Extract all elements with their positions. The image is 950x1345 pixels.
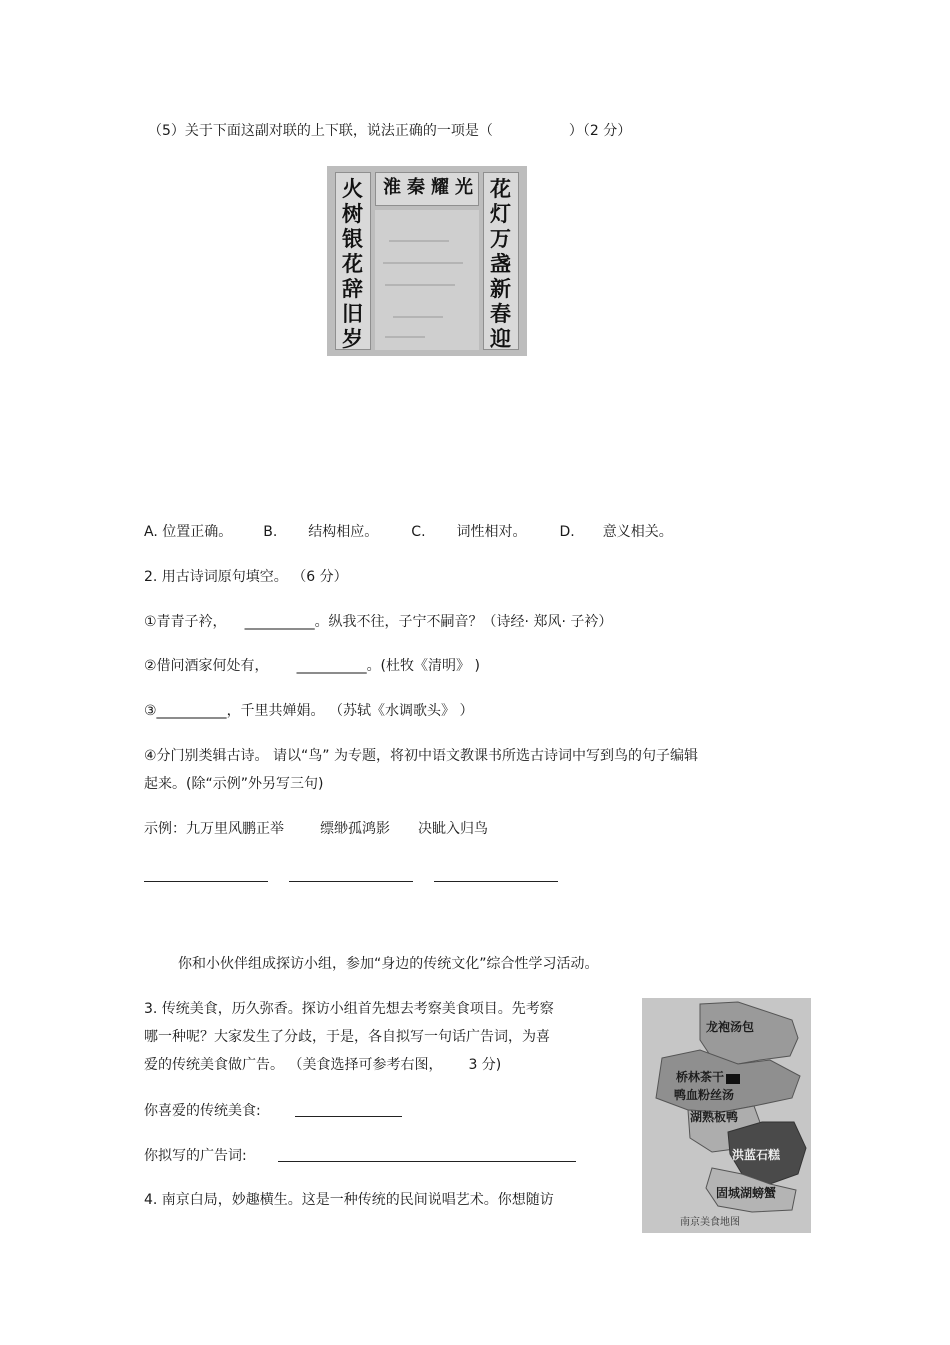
option-d: 意义相关。 xyxy=(602,524,673,540)
answer-blank-3 xyxy=(434,881,558,882)
question-3-line-1: 3. 传统美食，历久弥香。探访小组首先想去考察美食项目。先考察 xyxy=(144,1001,554,1017)
option-c-letter: C. xyxy=(411,524,426,540)
question-5 xyxy=(148,121,631,141)
question-3-line-3 xyxy=(144,1055,501,1075)
map-label: 固城湖螃蟹 xyxy=(716,1186,777,1200)
favorite-food-blank xyxy=(295,1116,402,1117)
banner-char: 淮 xyxy=(383,177,401,198)
example-2: 缥缈孤鸿影 xyxy=(320,821,390,837)
option-b: 结构相应。 xyxy=(308,524,379,540)
left-couplet-char: 辞 xyxy=(342,276,363,301)
right-couplet-char: 盏 xyxy=(490,251,511,276)
couplet-image xyxy=(327,166,527,356)
ad-slogan-blank xyxy=(278,1161,576,1162)
map-label: 鸭血粉丝汤 xyxy=(674,1088,735,1102)
favorite-food-label: 你喜爱的传统美食: xyxy=(144,1103,261,1119)
banner-char: 秦 xyxy=(407,177,425,198)
poem-fill-3 xyxy=(144,701,473,721)
question-3-line-2: 哪一种呢？大家发生了分歧，于是，各自拟写一句话广告词，为喜 xyxy=(144,1029,550,1045)
ad-slogan-label: 你拟写的广告词: xyxy=(144,1148,247,1164)
option-c: 词性相对。 xyxy=(456,524,527,540)
left-couplet-char: 旧 xyxy=(342,301,363,326)
map-label: 湖熟板鸭 xyxy=(690,1110,739,1124)
example-line xyxy=(144,819,488,839)
right-couplet-char: 春 xyxy=(490,301,511,326)
poem-fill-2-prefix: ②借问酒家何处有， xyxy=(144,658,269,674)
example-1: 示例：九万里风鹏正举 xyxy=(144,821,284,837)
poem-fill-3-suffix: ，千里共婵娟。 （苏轼《水调歌头》 ） xyxy=(226,703,474,719)
map-label: 桥林茶干 xyxy=(676,1070,725,1084)
question-3-line-3-text: 爱的传统美食做广告。 （美食选择可参考右图， xyxy=(144,1057,443,1073)
option-b-letter: B. xyxy=(263,524,278,540)
background-page xyxy=(375,210,479,350)
right-couplet-char: 万 xyxy=(490,226,511,251)
question-5-suffix: ）（2 分） xyxy=(568,123,632,139)
map-label: 龙袍汤包 xyxy=(706,1020,755,1034)
left-couplet-char: 岁 xyxy=(342,326,363,351)
answer-options xyxy=(144,522,673,542)
poem-fill-4-line-2: 起来。(除“示例”外另写三句) xyxy=(144,776,324,792)
option-a: A. 位置正确。 xyxy=(144,524,233,540)
poem-fill-1-suffix: 。纵我不往，子宁不嗣音？（诗经· 郑风· 子衿） xyxy=(314,614,613,630)
fill-blank-1: __________ xyxy=(244,614,315,630)
poem-fill-1 xyxy=(144,612,612,632)
option-d-letter: D. xyxy=(559,524,575,540)
map-label: 洪蓝石糕 xyxy=(732,1148,781,1162)
map-caption: 南京美食地图 xyxy=(680,1217,740,1228)
right-couplet-char: 灯 xyxy=(490,201,511,226)
banner-char: 光 xyxy=(455,177,473,198)
question-5-prefix: （5）关于下面这副对联的上下联，说法正确的一项是（ xyxy=(148,123,493,139)
poem-fill-4-line-1: ④分门别类辑古诗。 请以“鸟” 为专题，将初中语文教课书所选古诗词中写到鸟的句子编辑 xyxy=(144,748,698,764)
right-couplet-char: 新 xyxy=(490,276,511,301)
poem-fill-2-suffix: 。(杜牧《清明》 ) xyxy=(366,658,480,674)
left-couplet-char: 树 xyxy=(342,201,363,226)
question-2-title: 2. 用古诗词原句填空。 （6 分） xyxy=(144,569,348,585)
left-couplet-char: 花 xyxy=(342,251,363,276)
answer-blank-1 xyxy=(144,881,268,882)
question-4-line-1: 4. 南京白局，妙趣横生。这是一种传统的民间说唱艺术。你想随访 xyxy=(144,1192,554,1208)
fill-blank-2: __________ xyxy=(296,658,367,674)
banner-char: 耀 xyxy=(431,177,449,198)
fill-blank-3: ③__________ xyxy=(144,703,227,719)
left-couplet-char: 火 xyxy=(342,176,363,201)
activity-intro: 你和小伙伴组成探访小组，参加“身边的传统文化”综合性学习活动。 xyxy=(178,956,599,972)
right-couplet-char: 迎 xyxy=(490,326,511,351)
left-couplet-char: 银 xyxy=(342,226,363,251)
poem-fill-2 xyxy=(144,656,480,676)
example-3: 决眦入归鸟 xyxy=(418,821,488,837)
question-3-score: 3 分) xyxy=(468,1057,502,1073)
poem-fill-1-prefix: ①青青子衿， xyxy=(144,614,227,630)
right-couplet-char: 花 xyxy=(490,176,511,201)
answer-blank-2 xyxy=(289,881,413,882)
nanjing-food-map xyxy=(642,998,811,1233)
